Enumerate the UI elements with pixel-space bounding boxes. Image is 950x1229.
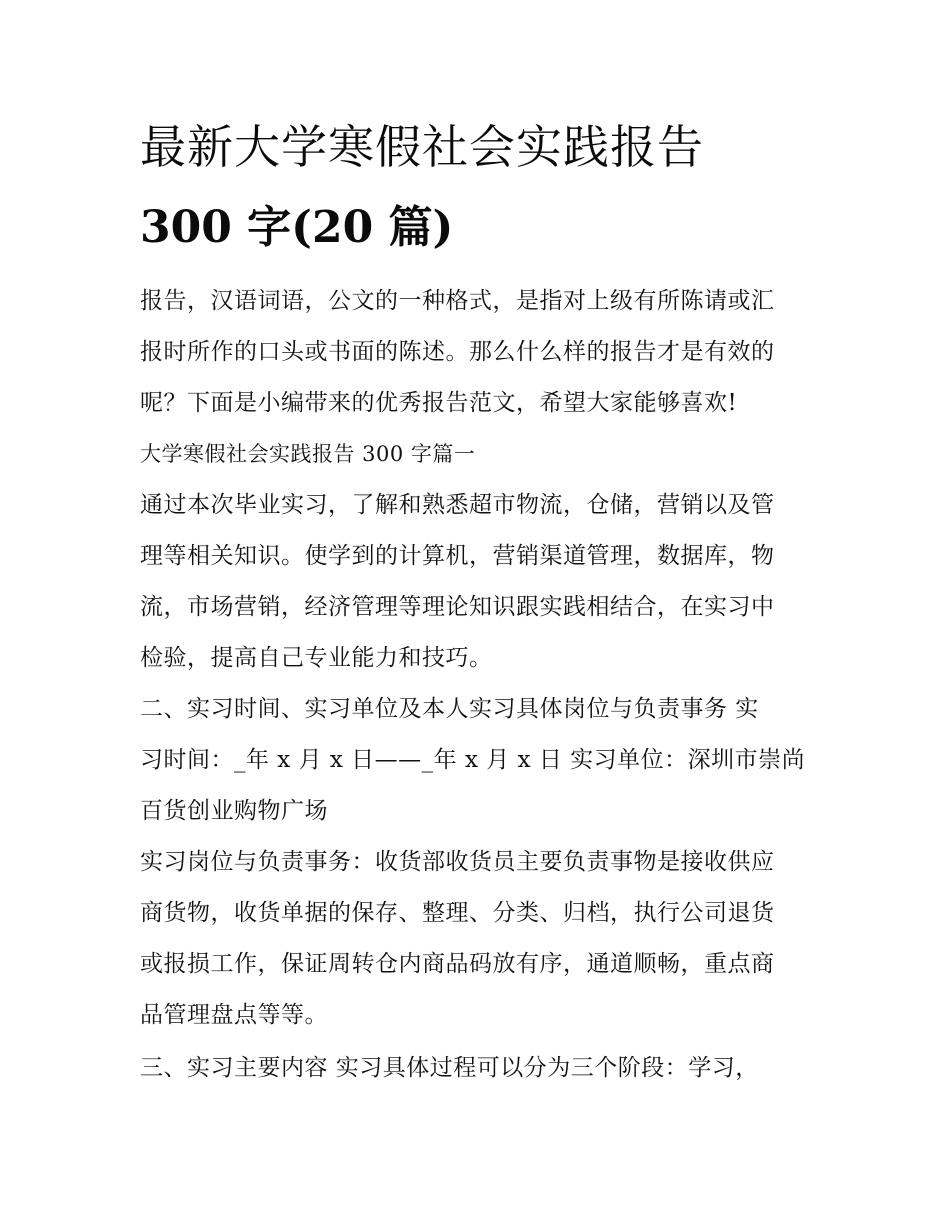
document-title-line-1: 最新大学寒假社会实践报告 — [140, 120, 704, 174]
body-line: 二、实习时间、实习单位及本人实习具体岗位与负责事务 实 — [140, 696, 759, 722]
body-line: 习时间：_年 x 月 x 日——_年 x 月 x 日 实习单位：深圳市崇尚 — [140, 747, 806, 773]
body-line: 或报损工作，保证周转仓内商品码放有序，通道顺畅，重点商 — [140, 951, 775, 977]
section-heading: 大学寒假社会实践报告 300 字篇一 — [140, 442, 476, 466]
body-line: 实习岗位与负责事务：收货部收货员主要负责事物是接收供应 — [140, 849, 775, 875]
body-line: 报告，汉语词语，公文的一种格式，是指对上级有所陈请或汇 — [140, 288, 775, 314]
body-line: 呢？下面是小编带来的优秀报告范文，希望大家能够喜欢! — [140, 390, 738, 416]
body-line: 商货物，收货单据的保存、整理、分类、归档，执行公司退货 — [140, 900, 775, 926]
body-line: 通过本次毕业实习，了解和熟悉超市物流，仓储，营销以及管 — [140, 492, 775, 518]
body-line: 报时所作的口头或书面的陈述。那么什么样的报告才是有效的 — [140, 339, 775, 365]
document-title-line-2: 300 字(20 篇) — [140, 202, 454, 253]
document-body — [140, 276, 820, 1094]
body-line: 流，市场营销，经济管理等理论知识跟实践相结合，在实习中 — [140, 594, 775, 620]
body-line: 百货创业购物广场 — [140, 798, 328, 824]
body-line: 品管理盘点等等。 — [140, 1002, 328, 1028]
body-line: 检验，提高自己专业能力和技巧。 — [140, 645, 493, 671]
body-line: 三、实习主要内容 实习具体过程可以分为三个阶段：学习， — [140, 1055, 759, 1081]
body-line: 理等相关知识。使学到的计算机，营销渠道管理，数据库，物 — [140, 543, 775, 569]
